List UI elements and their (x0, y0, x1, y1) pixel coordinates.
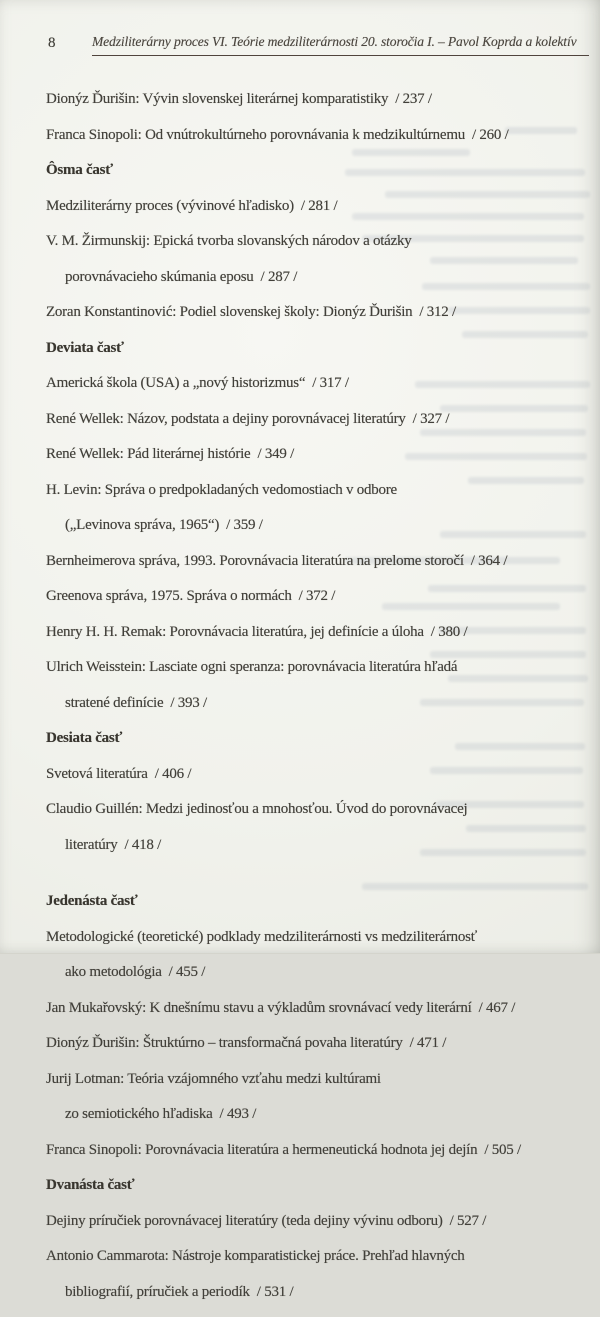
toc-entry-line: Antonio Cammarota: Nástroje komparatistickej práce. Prehľad hlavných (46, 1248, 465, 1264)
toc-section-title: Deviata časť (46, 339, 124, 356)
toc-section-title: Ôsma časť (46, 162, 113, 178)
toc-entry-line: Jan Mukařovský: K dnešnímu stavu a výkladům srovnávací vedy literární / 467 / (46, 999, 516, 1016)
toc-entry-line: Dionýz Ďurišin: Štruktúrno – transformačná povaha literatúry / 471 / (46, 1035, 447, 1051)
toc-section-title: Desiata časť (46, 730, 123, 746)
toc-entry-line: Jurij Lotman: Teória vzájomného vzťahu medzi kultúrami (46, 1070, 381, 1087)
table-of-contents (46, 74, 591, 1317)
running-header (48, 34, 589, 56)
toc-entry-line: Ulrich Weisstein: Lasciate ogni speranza: porovnávacia literatúra hľadá (46, 659, 458, 675)
toc-entry-line: Greenova správa, 1975. Správa o normách / 372 / (46, 588, 336, 604)
toc-entry-line: Franca Sinopoli: Od vnútrokultúrneho porovnávania k medzikultúrnemu / 260 / (46, 126, 509, 143)
toc-entry-line: Claudio Guillén: Medzi jedinosťou a mnohosťou. Úvod do porovnávacej (46, 801, 468, 817)
toc-entry-line: Svetová literatúra / 406 / (46, 765, 192, 782)
toc-section-title: Dvanásta časť (46, 1177, 135, 1193)
toc-entry-line: Henry H. H. Remak: Porovnávacia literatúra, jej definície a úloha / 380 / (46, 623, 468, 640)
toc-entry-line: Americká škola (USA) a „nový historizmus“ / 317 / (46, 375, 349, 391)
page-number: 8 (48, 35, 56, 51)
toc-entry-line: Medziliterárny proces (vývinové hľadisko) / 281 / (46, 197, 338, 214)
toc-entry-line: V. M. Žirmunskij: Epická tvorba slovanských národov a otázky (46, 233, 412, 249)
toc-entry-line: Bernheimerova správa, 1993. Porovnávacia literatúra na prelome storočí / 364 / (46, 552, 508, 569)
toc-entry-continuation: bibliografií, príručiek a periodík / 531 / (65, 1283, 294, 1300)
toc-section-title: Jedenásta časť (46, 893, 138, 909)
toc-entry-line: Metodologické (teoretické) podklady medziliterárnosti vs medziliterárnosť (46, 928, 477, 945)
toc-entry-line: Zoran Konstantinović: Podiel slovenskej školy: Dionýz Ďurišin / 312 / (46, 304, 456, 320)
toc-entry-continuation: ako metodológia / 455 / (65, 964, 206, 980)
toc-entry-line: René Wellek: Pád literárnej histórie / 349 / (46, 446, 295, 462)
toc-entry-continuation: literatúry / 418 / (65, 836, 162, 853)
toc-entry-line: Dejiny príručiek porovnávacej literatúry (teda dejiny vývinu odboru) / 527 / (46, 1212, 487, 1229)
toc-entry-continuation: („Levinova správa, 1965“) / 359 / (65, 517, 263, 533)
toc-entry-continuation: zo semiotického hľadiska / 493 / (65, 1106, 257, 1122)
running-header-title: Medziliterárny proces VI. Teórie medziliterárnosti 20. storočia I. – Pavol Koprda a kolektív (92, 34, 589, 56)
toc-entry-continuation: porovnávacieho skúmania eposu / 287 / (65, 268, 298, 285)
toc-entry-line: Franca Sinopoli: Porovnávacia literatúra a hermeneutická hodnota jej dejín / 505 / (46, 1141, 521, 1158)
toc-entry-continuation: stratené definície / 393 / (65, 694, 207, 711)
toc-entry-line: Dionýz Ďurišin: Vývin slovenskej literárnej komparatistiky / 237 / (46, 91, 432, 107)
toc-entry-line: H. Levin: Správa o predpokladaných vedomostiach v odbore (46, 481, 397, 498)
toc-entry-line: René Wellek: Názov, podstata a dejiny porovnávacej literatúry / 327 / (46, 410, 450, 427)
